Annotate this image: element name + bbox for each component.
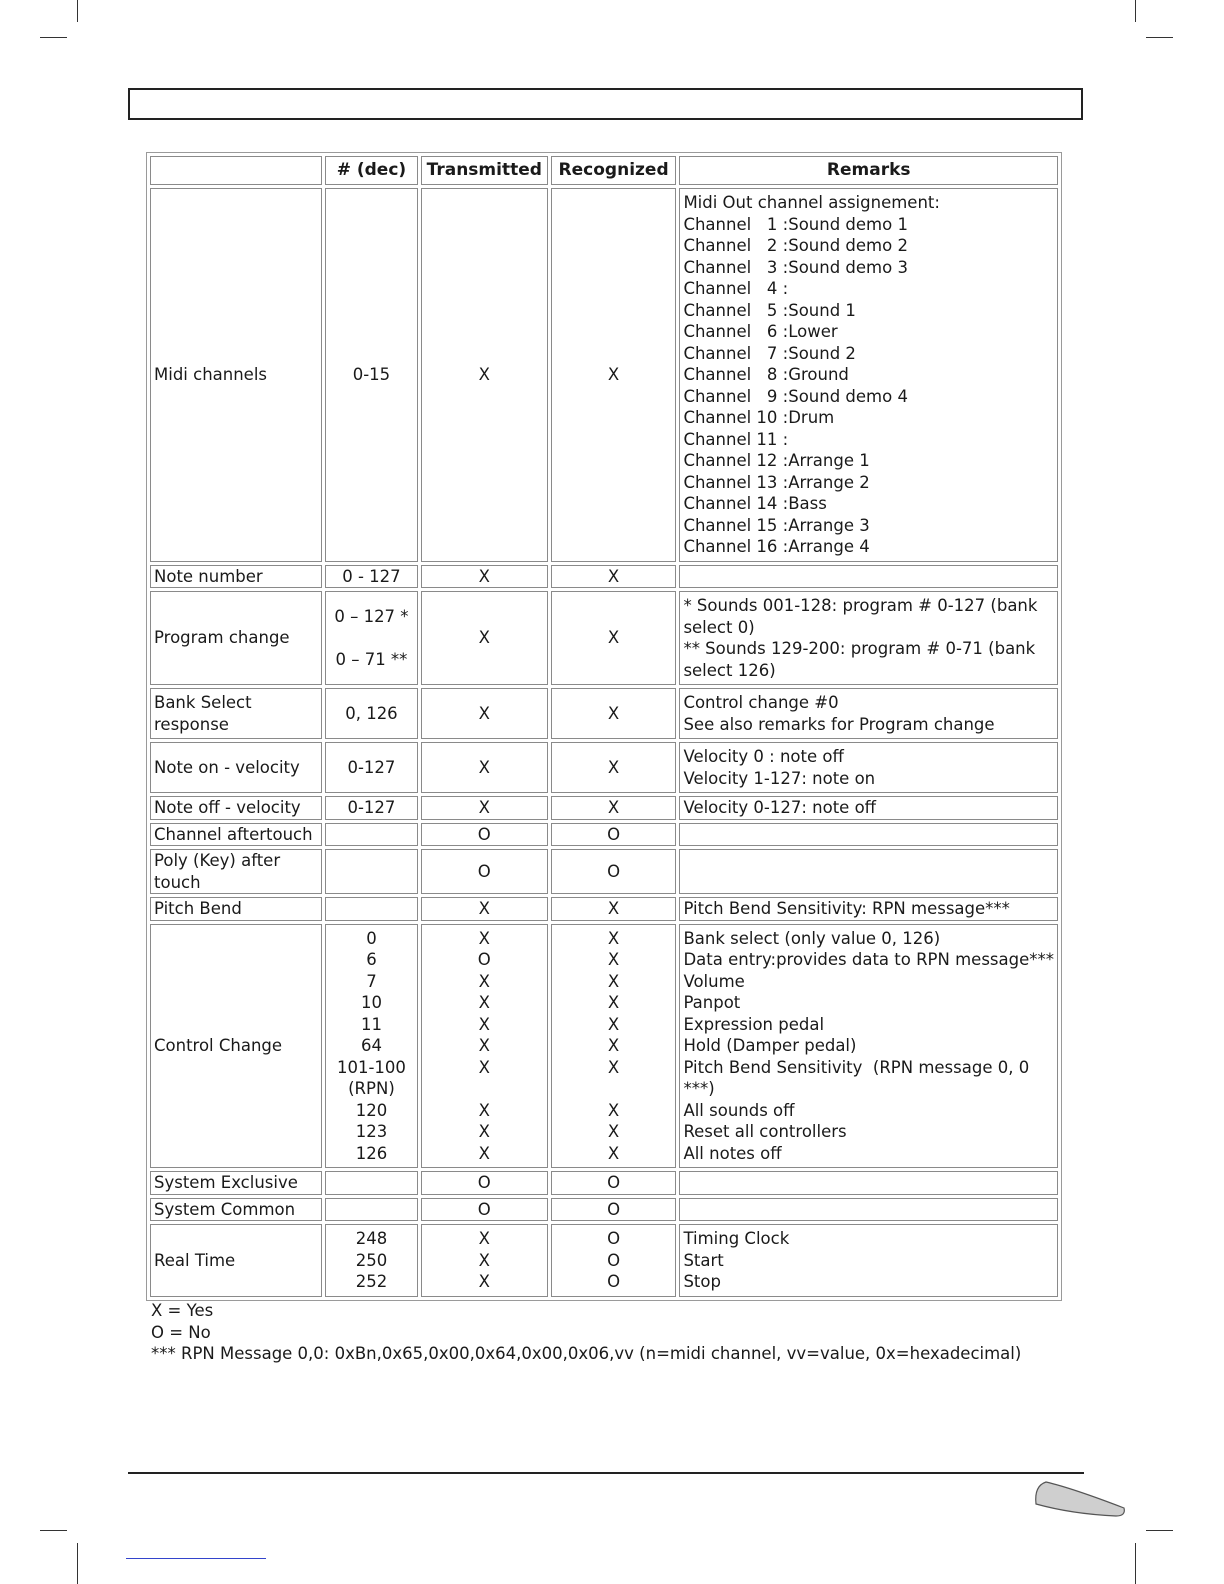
cell-transmitted-line: X: [478, 703, 490, 723]
cell-remarks: [679, 188, 1058, 562]
page-header-box: [128, 88, 1083, 120]
cell-remarks-line: Velocity 0-127: note off: [683, 798, 877, 817]
cell-recognized: [551, 1171, 677, 1195]
cell-recognized-line: X: [607, 1057, 620, 1077]
cell-remarks-line: Channel 13 :Arrange 2: [683, 472, 870, 492]
cell-transmitted-line: X: [478, 1036, 490, 1055]
cell-remarks-line: Timing Clock: [683, 1229, 790, 1248]
cell-transmitted: [421, 188, 548, 562]
cell-remarks-line: Channel 11 :: [683, 429, 789, 449]
cell-remarks-line: [683, 566, 1054, 588]
cell-remarks-line: Channel 15 :Arrange 3: [683, 515, 870, 535]
table-row: [150, 1198, 1058, 1222]
cell-remarks-line: Channel 4 :: [683, 279, 789, 298]
cell-transmitted-line: X: [478, 1143, 490, 1163]
cell-recognized: [551, 591, 677, 685]
cell-dec: [325, 1198, 418, 1222]
cell-dec-line: 120: [355, 1100, 388, 1120]
table-row: [150, 924, 1058, 1169]
cell-dec-line: [329, 824, 414, 846]
cell-transmitted-line: X: [478, 365, 490, 384]
cell-remarks-line: [683, 1199, 1054, 1221]
cell-remarks-line: Reset all controllers: [683, 1122, 847, 1141]
cell-remarks: [679, 591, 1058, 685]
header-remarks: Remarks: [679, 156, 1058, 185]
cell-remarks-line: Velocity 0 : note off: [683, 747, 844, 766]
legend: [151, 1300, 1021, 1365]
cell-dec-line: [329, 861, 414, 883]
cell-dec-line: [329, 1172, 414, 1194]
table-header-row: [150, 156, 1058, 185]
cell-remarks: [679, 742, 1058, 793]
cell-transmitted-line: [425, 1078, 544, 1100]
cell-transmitted: [421, 1171, 548, 1195]
cell-dec: [325, 742, 418, 793]
cell-name: Control Change: [150, 924, 322, 1169]
cell-transmitted-line: X: [478, 1122, 490, 1141]
cell-remarks-line: Channel 10 :Drum: [683, 408, 835, 427]
crop-mark: [40, 37, 67, 38]
cell-recognized: [551, 924, 677, 1169]
cell-dec-line: 0-15: [352, 365, 391, 384]
crop-mark: [77, 1543, 78, 1584]
cell-name: System Exclusive: [150, 1171, 322, 1195]
cell-recognized-line: X: [607, 1014, 620, 1034]
cell-transmitted-line: X: [478, 1100, 490, 1120]
cell-name: Program change: [150, 591, 322, 685]
cell-name: Note off - velocity: [150, 796, 322, 820]
cell-remarks-line: All sounds off: [683, 1100, 795, 1120]
cell-remarks: [679, 1171, 1058, 1195]
cell-remarks: [679, 897, 1058, 921]
cell-dec-line: 123: [355, 1122, 388, 1141]
midi-implementation-table: [146, 152, 1062, 1301]
header-recognized: Recognized: [551, 156, 677, 185]
cell-recognized-line: O: [607, 861, 621, 881]
table-row: [150, 823, 1058, 847]
cell-remarks-line: Hold (Damper pedal): [683, 1036, 857, 1055]
cell-recognized: [551, 823, 677, 847]
cell-transmitted: [421, 924, 548, 1169]
cell-recognized-line: X: [607, 1100, 620, 1120]
cell-recognized-line: O: [607, 1199, 621, 1219]
cell-dec-line: 126: [355, 1143, 388, 1163]
header-dec: # (dec): [325, 156, 418, 185]
cell-transmitted-line: X: [478, 566, 490, 586]
cell-dec-line: 0: [366, 928, 377, 948]
cell-remarks-line: ***): [683, 1079, 715, 1098]
table-body: [150, 188, 1058, 1297]
crop-mark: [1146, 1530, 1173, 1531]
legend-no: O = No: [151, 1322, 211, 1342]
cell-recognized-line: O: [607, 824, 621, 844]
cell-remarks-line: Expression pedal: [683, 1014, 825, 1034]
cell-transmitted-line: X: [478, 757, 490, 777]
cell-transmitted: [421, 823, 548, 847]
cell-remarks-line: Channel 7 :Sound 2: [683, 343, 856, 363]
cell-dec: [325, 188, 418, 562]
cell-transmitted: [421, 1198, 548, 1222]
cell-transmitted-line: X: [478, 1014, 490, 1034]
cell-transmitted: [421, 565, 548, 589]
cell-dec: [325, 823, 418, 847]
cell-name: Real Time: [150, 1224, 322, 1297]
cell-dec-line: [329, 1199, 414, 1221]
table-row: [150, 1171, 1058, 1195]
cell-recognized-line: X: [607, 566, 620, 586]
cell-transmitted-line: O: [477, 1199, 491, 1219]
cell-dec-line: 248: [355, 1229, 388, 1248]
cell-recognized-line: X: [607, 798, 620, 817]
cell-remarks-line: [683, 824, 1054, 846]
cell-transmitted-line: X: [478, 628, 490, 648]
legend-yes: X = Yes: [151, 1301, 214, 1320]
cell-remarks: [679, 1198, 1058, 1222]
cell-recognized-line: O: [607, 1229, 621, 1248]
cell-dec: [325, 1224, 418, 1297]
cell-recognized: [551, 565, 677, 589]
table-row: [150, 742, 1058, 793]
crop-mark: [1146, 37, 1173, 38]
crop-mark: [77, 0, 78, 22]
cell-recognized-line: X: [607, 628, 620, 648]
cell-recognized-line: X: [607, 993, 620, 1012]
cell-dec: [325, 1171, 418, 1195]
cell-transmitted: [421, 1224, 548, 1297]
cell-dec-line: 252: [355, 1272, 388, 1291]
cell-dec: [325, 591, 418, 685]
table-row: [150, 188, 1058, 562]
cell-recognized-line: X: [607, 950, 620, 969]
cell-remarks-line: Control change #0: [683, 693, 839, 712]
cell-transmitted-line: O: [477, 824, 491, 844]
cell-dec-line: 0 - 127: [342, 566, 401, 586]
cell-remarks-line: ** Sounds 129-200: program # 0-71 (bank: [683, 639, 1036, 658]
crop-mark: [40, 1530, 67, 1531]
cell-name: Midi channels: [150, 188, 322, 562]
cell-recognized: [551, 897, 677, 921]
cell-remarks-line: Channel 5 :Sound 1: [683, 300, 856, 320]
cell-transmitted-line: X: [478, 798, 490, 817]
cell-remarks-line: Velocity 1-127: note on: [683, 768, 876, 788]
table-row: [150, 688, 1058, 739]
cell-recognized: [551, 742, 677, 793]
cell-remarks-line: select 126): [683, 660, 776, 680]
cell-transmitted-line: X: [478, 899, 490, 918]
cell-dec: [325, 849, 418, 894]
cell-remarks-line: * Sounds 001-128: program # 0-127 (bank: [683, 596, 1038, 615]
cell-remarks-line: Data entry:provides data to RPN message***: [683, 950, 1054, 969]
cell-transmitted: [421, 897, 548, 921]
cell-dec: [325, 688, 418, 739]
table-row: [150, 897, 1058, 921]
table-row: [150, 849, 1058, 894]
cell-remarks-line: Pitch Bend Sensitivity: RPN message***: [683, 899, 1010, 918]
cell-remarks-line: Panpot: [683, 993, 741, 1012]
cell-transmitted: [421, 688, 548, 739]
legend-rpn-note: *** RPN Message 0,0: 0xBn,0x65,0x00,0x64,0x00,0x06,vv (n=midi channel, vv=value, 0x=hexadecimal): [151, 1344, 1022, 1363]
cell-name: System Common: [150, 1198, 322, 1222]
cell-dec-line: 0, 126: [345, 703, 398, 723]
cell-dec: [325, 897, 418, 921]
cell-transmitted-line: X: [478, 993, 490, 1012]
cell-remarks-line: All notes off: [683, 1143, 782, 1163]
header-name: [150, 156, 322, 185]
cell-dec-line: 0-127: [347, 798, 396, 817]
cell-dec-line: (RPN): [348, 1079, 395, 1098]
cell-name: Bank Select response: [150, 688, 322, 739]
cell-remarks-line: Channel 6 :Lower: [683, 322, 838, 341]
cell-dec: [325, 565, 418, 589]
cell-transmitted-line: X: [478, 1250, 490, 1270]
cell-transmitted-line: X: [478, 1229, 490, 1248]
cell-recognized: [551, 796, 677, 820]
cell-remarks-line: See also remarks for Program change: [683, 714, 995, 734]
cell-recognized-line: X: [607, 757, 620, 777]
cell-transmitted-line: O: [477, 861, 491, 881]
cell-dec-line: 101-100: [336, 1057, 406, 1077]
cell-dec-line: 250: [355, 1250, 388, 1270]
cell-remarks-line: select 0): [683, 617, 755, 637]
table-row: [150, 591, 1058, 685]
cell-dec-line: 64: [360, 1036, 382, 1055]
cell-transmitted: [421, 849, 548, 894]
cell-dec-line: [329, 627, 414, 649]
cell-dec-line: 0 – 127 *: [334, 606, 409, 626]
cell-transmitted-line: X: [478, 928, 490, 948]
cell-remarks-line: Volume: [683, 971, 745, 991]
cell-transmitted: [421, 591, 548, 685]
cell-remarks-line: Channel 16 :Arrange 4: [683, 537, 870, 556]
cell-remarks-line: [683, 861, 1054, 883]
cell-dec-line: 0 – 71 **: [335, 649, 408, 669]
cell-recognized-line: X: [607, 1143, 620, 1163]
cell-remarks: [679, 823, 1058, 847]
cell-transmitted: [421, 796, 548, 820]
table-row: [150, 565, 1058, 589]
cell-remarks-line: Channel 9 :Sound demo 4: [683, 386, 908, 406]
cell-recognized-line: X: [607, 703, 620, 723]
cell-recognized: [551, 188, 677, 562]
cell-remarks: [679, 688, 1058, 739]
cell-name: Note on - velocity: [150, 742, 322, 793]
cell-recognized-line: X: [607, 365, 620, 384]
cell-recognized: [551, 849, 677, 894]
cell-name: Channel aftertouch: [150, 823, 322, 847]
cell-name: Poly (Key) after touch: [150, 849, 322, 894]
cell-remarks-line: Channel 8 :Ground: [683, 365, 849, 384]
cell-remarks: [679, 1224, 1058, 1297]
cell-remarks-line: Start: [683, 1250, 724, 1270]
cell-remarks-line: Channel 3 :Sound demo 3: [683, 257, 908, 277]
cell-remarks-line: Channel 14 :Bass: [683, 494, 827, 513]
cell-remarks-line: Channel 1 :Sound demo 1: [683, 214, 908, 234]
cell-recognized-line: O: [607, 1272, 621, 1291]
cell-dec: [325, 924, 418, 1169]
cell-recognized-line: X: [607, 1122, 620, 1141]
cell-remarks-line: Bank select (only value 0, 126): [683, 928, 941, 948]
footer-rule: [128, 1472, 1084, 1474]
cell-dec-line: 0-127: [347, 757, 396, 777]
cell-recognized: [551, 1224, 677, 1297]
table-row: [150, 1224, 1058, 1297]
cell-remarks: [679, 796, 1058, 820]
page-tab-icon: [1032, 1478, 1128, 1520]
cell-remarks-line: Stop: [683, 1272, 721, 1291]
cell-remarks-line: Channel 2 :Sound demo 2: [683, 236, 908, 255]
cell-dec-line: 6: [366, 950, 377, 969]
cell-name: Note number: [150, 565, 322, 589]
cell-name: Pitch Bend: [150, 897, 322, 921]
cell-dec-line: [329, 898, 414, 920]
cell-recognized-line: O: [607, 1173, 621, 1192]
cell-recognized: [551, 688, 677, 739]
cell-transmitted-line: X: [478, 1272, 490, 1291]
cell-remarks-line: Pitch Bend Sensitivity (RPN message 0, 0: [683, 1057, 1030, 1077]
cell-remarks: [679, 565, 1058, 589]
crop-mark: [1135, 0, 1136, 22]
cell-recognized-line: O: [607, 1250, 621, 1270]
crop-mark: [1135, 1543, 1136, 1584]
table-row: [150, 796, 1058, 820]
cell-recognized-line: [555, 1078, 673, 1100]
cell-dec: [325, 796, 418, 820]
cell-dec-line: 10: [360, 993, 382, 1012]
cell-transmitted-line: X: [478, 971, 490, 991]
cell-remarks-line: Channel 12 :Arrange 1: [683, 451, 870, 470]
header-transmitted: Transmitted: [421, 156, 548, 185]
cell-transmitted-line: O: [477, 950, 491, 969]
cell-recognized: [551, 1198, 677, 1222]
cell-remarks: [679, 924, 1058, 1169]
cell-transmitted-line: O: [477, 1173, 491, 1192]
cell-recognized-line: X: [607, 899, 620, 918]
cell-remarks: [679, 849, 1058, 894]
cell-transmitted-line: X: [478, 1057, 490, 1077]
cell-recognized-line: X: [607, 928, 620, 948]
cell-dec-line: 11: [360, 1014, 382, 1034]
cell-recognized-line: X: [607, 1036, 620, 1055]
cell-remarks-line: [683, 1172, 1054, 1194]
link-underline: [126, 1558, 266, 1559]
cell-remarks-line: Midi Out channel assignement:: [683, 193, 940, 212]
cell-recognized-line: X: [607, 971, 620, 991]
cell-transmitted: [421, 742, 548, 793]
cell-dec-line: 7: [366, 971, 377, 991]
